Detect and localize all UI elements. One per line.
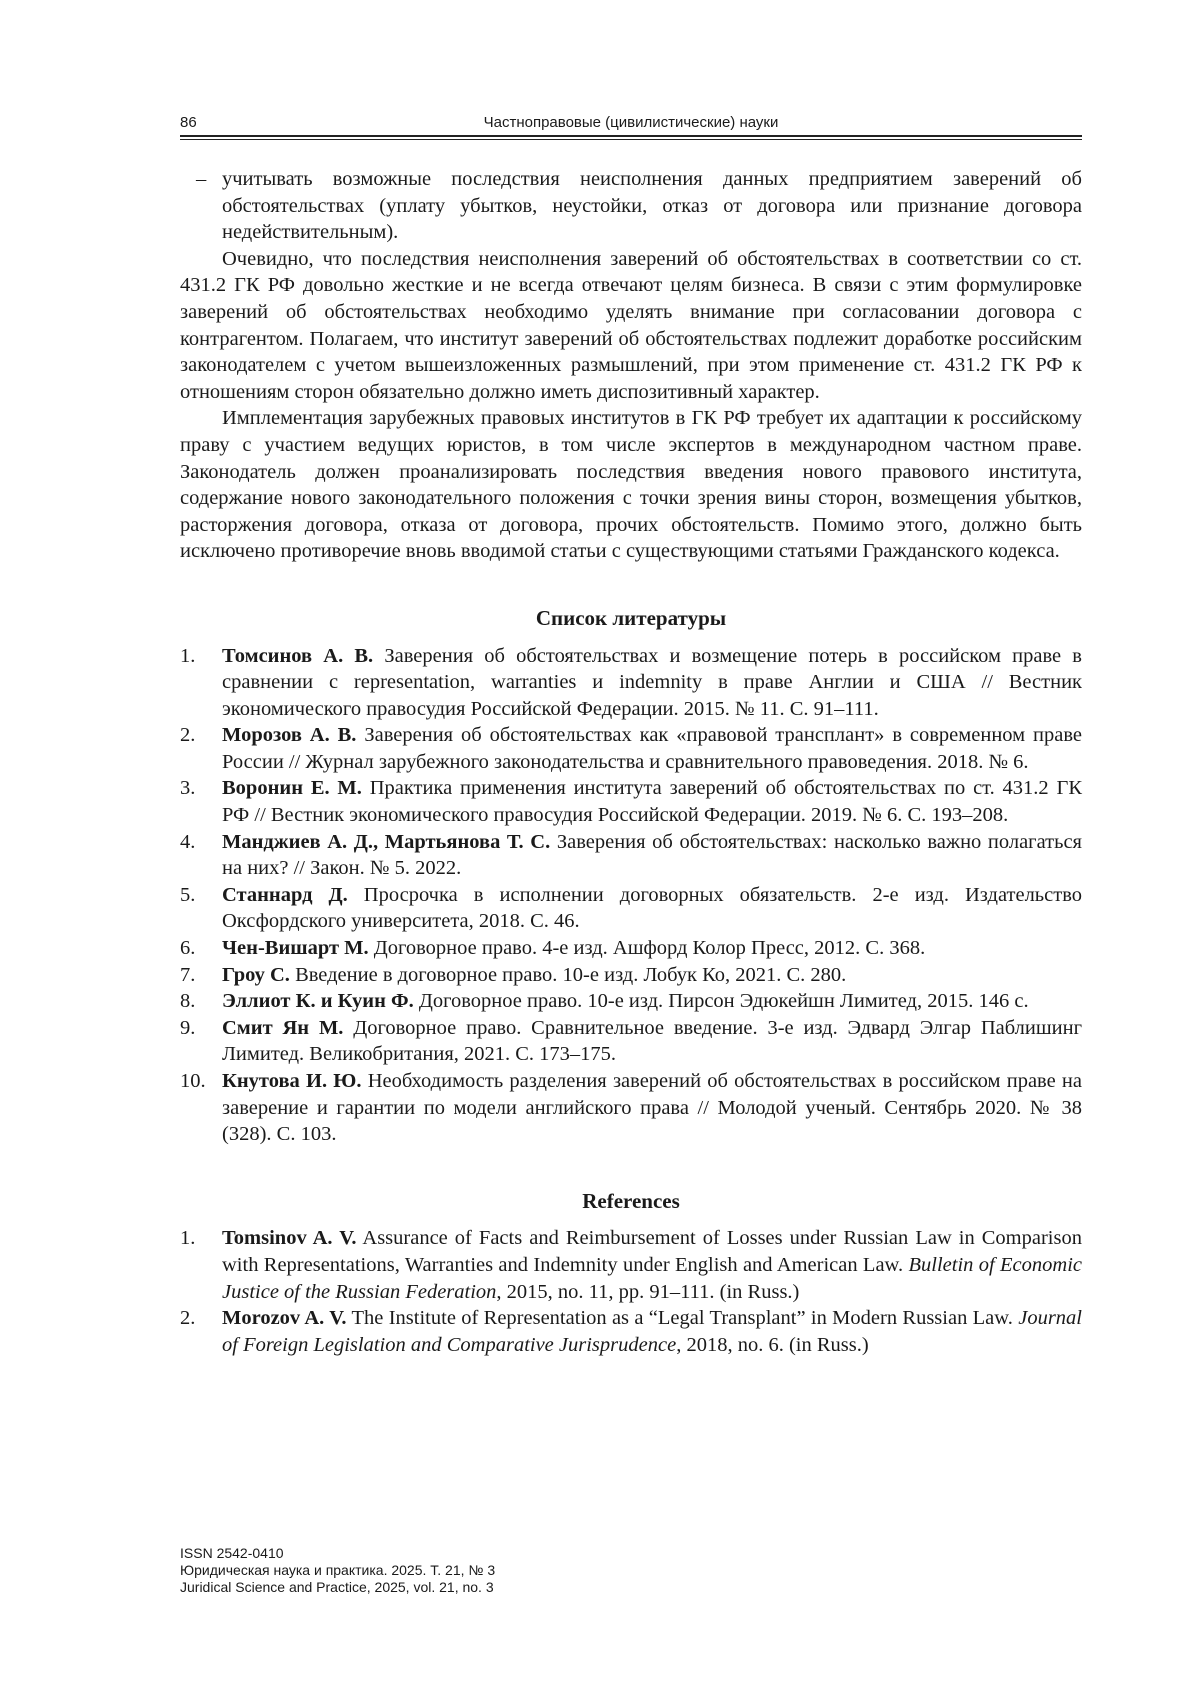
bibliography-item [180, 829, 1082, 882]
ref-number: 10. [180, 1070, 206, 1092]
journal-citation-ru: Юридическая наука и практика. 2025. Т. 21, № 3 [180, 1562, 496, 1578]
ref-text: Заверения об обстоятельствах как «правовой трансплант» в современном праве России // Журнал зарубежного законодательства и сравнительного правоведения. 2018. № 6. [222, 724, 1082, 773]
ref-journal: Journal of Foreign Legislation and Comparative Jurisprudence [222, 1307, 1082, 1356]
reference-item [180, 1305, 1082, 1358]
ref-number: 2. [180, 1307, 196, 1330]
ref-author: Чен-Вишарт М. [222, 937, 369, 960]
article-body [180, 166, 1082, 1358]
issn: ISSN 2542-0410 [180, 1545, 284, 1561]
ref-number: 7. [180, 963, 196, 986]
ref-number: 6. [180, 937, 196, 960]
bibliography-item [180, 643, 1082, 723]
ref-author: Морозов А. В. [222, 724, 357, 747]
paragraph-2: Имплементация зарубежных правовых институтов в ГК РФ требует их адаптации к российскому праву с участием ведущих юристов, в том числе экспертов в международном частном праве. Законодатель должен проанализировать последствия введения нового правового института, содержание нового законодательного положения с точки зрения вины сторон, возмещения убытков, расторжения договора, отказа от договора, прочих обстоятельств. Помимо этого, должно быть исключено противоречие вновь вводимой статьи с существующими статьями Гражданского кодекса. [180, 407, 1082, 563]
ref-text: Заверения об обстоятельствах и возмещение потерь в российском праве в сравнении с representation, warranties и indemnity в праве Англии и США // Вестник экономического правосудия Российской Федерации. 2015. № 11. С. 91–111. [222, 644, 1082, 720]
ref-text: Заверения об обстоятельствах: насколько важно полагаться на них? // Закон. № 5. 2022. [222, 830, 1082, 880]
ref-author: Кнутова И. Ю. [222, 1070, 362, 1092]
bibliography-item [180, 775, 1082, 828]
ref-text: Договорное право. 10-е изд. Пирсон Эдюкейшн Лимитед, 2015. 146 с. [418, 990, 1029, 1013]
section-title: Частноправовые (цивилистические) науки [483, 114, 779, 131]
ref-number: 1. [180, 644, 196, 667]
bibliography-list [180, 643, 1082, 1148]
ref-author: Манджиев А. Д., Мартьянова Т. С. [222, 830, 551, 853]
references-list [180, 1225, 1082, 1358]
bibliography-item [180, 1015, 1082, 1068]
ref-author: Гроу С. [222, 963, 290, 986]
ref-number: 9. [180, 1016, 196, 1039]
ref-number: 5. [180, 883, 196, 906]
bibliography-item [180, 722, 1082, 775]
ref-text: Практика применения института заверений об обстоятельствах по ст. 431.2 ГК РФ // Вестник экономического правосудия Российской Федерации. 2019. № 6. С. 193–208. [222, 777, 1082, 827]
ref-tail: , 2015, no. 11, pp. 91–111. (in Russ.) [496, 1280, 800, 1303]
ref-tail: , 2018, no. 6. (in Russ.) [676, 1333, 869, 1356]
ref-author: Смит Ян М. [222, 1016, 344, 1039]
ref-author: Воронин Е. М. [222, 777, 362, 800]
reference-item [180, 1225, 1082, 1305]
ref-author: Станнард Д. [222, 883, 348, 906]
bibliography-item [180, 935, 1082, 962]
ref-number: 3. [180, 777, 196, 800]
dash-item-text: учитывать возможные последствия неисполнения данных предприятием заверений об обстоятельствах (уплату убытков, неустойки, отказ от договора или признание договора недействительным). [222, 168, 1082, 244]
dash-mark: – [196, 168, 207, 190]
bibliography-item [180, 882, 1082, 935]
ref-author: Morozov A. V. [222, 1307, 347, 1330]
bibliography-item [180, 1068, 1082, 1148]
ref-number: 8. [180, 990, 196, 1013]
paragraph-1: Очевидно, что последствия неисполнения заверений об обстоятельствах в соответствии со ст. 431.2 ГК РФ довольно жесткие и не всегда отвечают целям бизнеса. В связи с этим формулировке заверений об обстоятельствах необходимо уделять внимание при согласовании договора с контрагентом. Полагаем, что институт заверений об обстоятельствах подлежит доработке российским законодателем с учетом вышеизложенных размышлений, при этом применение ст. 431.2 ГК РФ к отношениям сторон обязательно должно иметь диспозитивный характер. [180, 247, 1082, 403]
ref-text: Введение в договорное право. 10-е изд. Лобук Ко, 2021. С. 280. [295, 963, 847, 986]
ref-text: Необходимость разделения заверений об обстоятельствах в российском праве на заверение и гарантии по модели английского права // Молодой ученый. Сентябрь 2020. № 38 (328). С. 103. [222, 1070, 1082, 1146]
ref-text: Assurance of Facts and Reimbursement of Losses under Russian Law in Comparison with Representations, Warranties and Indemnity under English and American Law. [222, 1227, 1082, 1276]
references-title: References [582, 1188, 680, 1213]
bibliography-item [180, 988, 1082, 1015]
bibliography-title: Список литературы [535, 605, 727, 630]
bibliography-item [180, 962, 1082, 989]
ref-number: 4. [180, 830, 196, 853]
page-number: 86 [180, 114, 197, 131]
ref-text: Договорное право. Сравнительное введение. 3-е изд. Эдвард Элгар Паблишинг Лимитед. Великобритания, 2021. С. 173–175. [222, 1016, 1083, 1066]
ref-author: Томсинов А. В. [222, 644, 374, 667]
ref-number: 2. [180, 724, 196, 747]
ref-author: Tomsinov A. V. [222, 1227, 357, 1250]
page-footer [180, 1545, 780, 1596]
ref-text: Просрочка в исполнении договорных обязательств. 2-е изд. Издательство Оксфордского университета, 2018. С. 46. [222, 883, 1082, 933]
ref-number: 1. [180, 1227, 196, 1250]
ref-text: Договорное право. 4-е изд. Ашфорд Колор Пресс, 2012. С. 368. [373, 937, 926, 960]
header-rule-thick [180, 135, 1082, 137]
dash-list-item [180, 166, 1082, 246]
ref-text: The Institute of Representation as a “Legal Transplant” in Modern Russian Law. [351, 1307, 1013, 1330]
ref-journal: Bulletin of Economic Justice of the Russian Federation [222, 1253, 1082, 1303]
journal-citation-en: Juridical Science and Practice, 2025, vol. 21, no. 3 [180, 1579, 494, 1595]
header-rule-thin [180, 139, 1082, 140]
ref-author: Эллиот К. и Куин Ф. [222, 990, 414, 1013]
